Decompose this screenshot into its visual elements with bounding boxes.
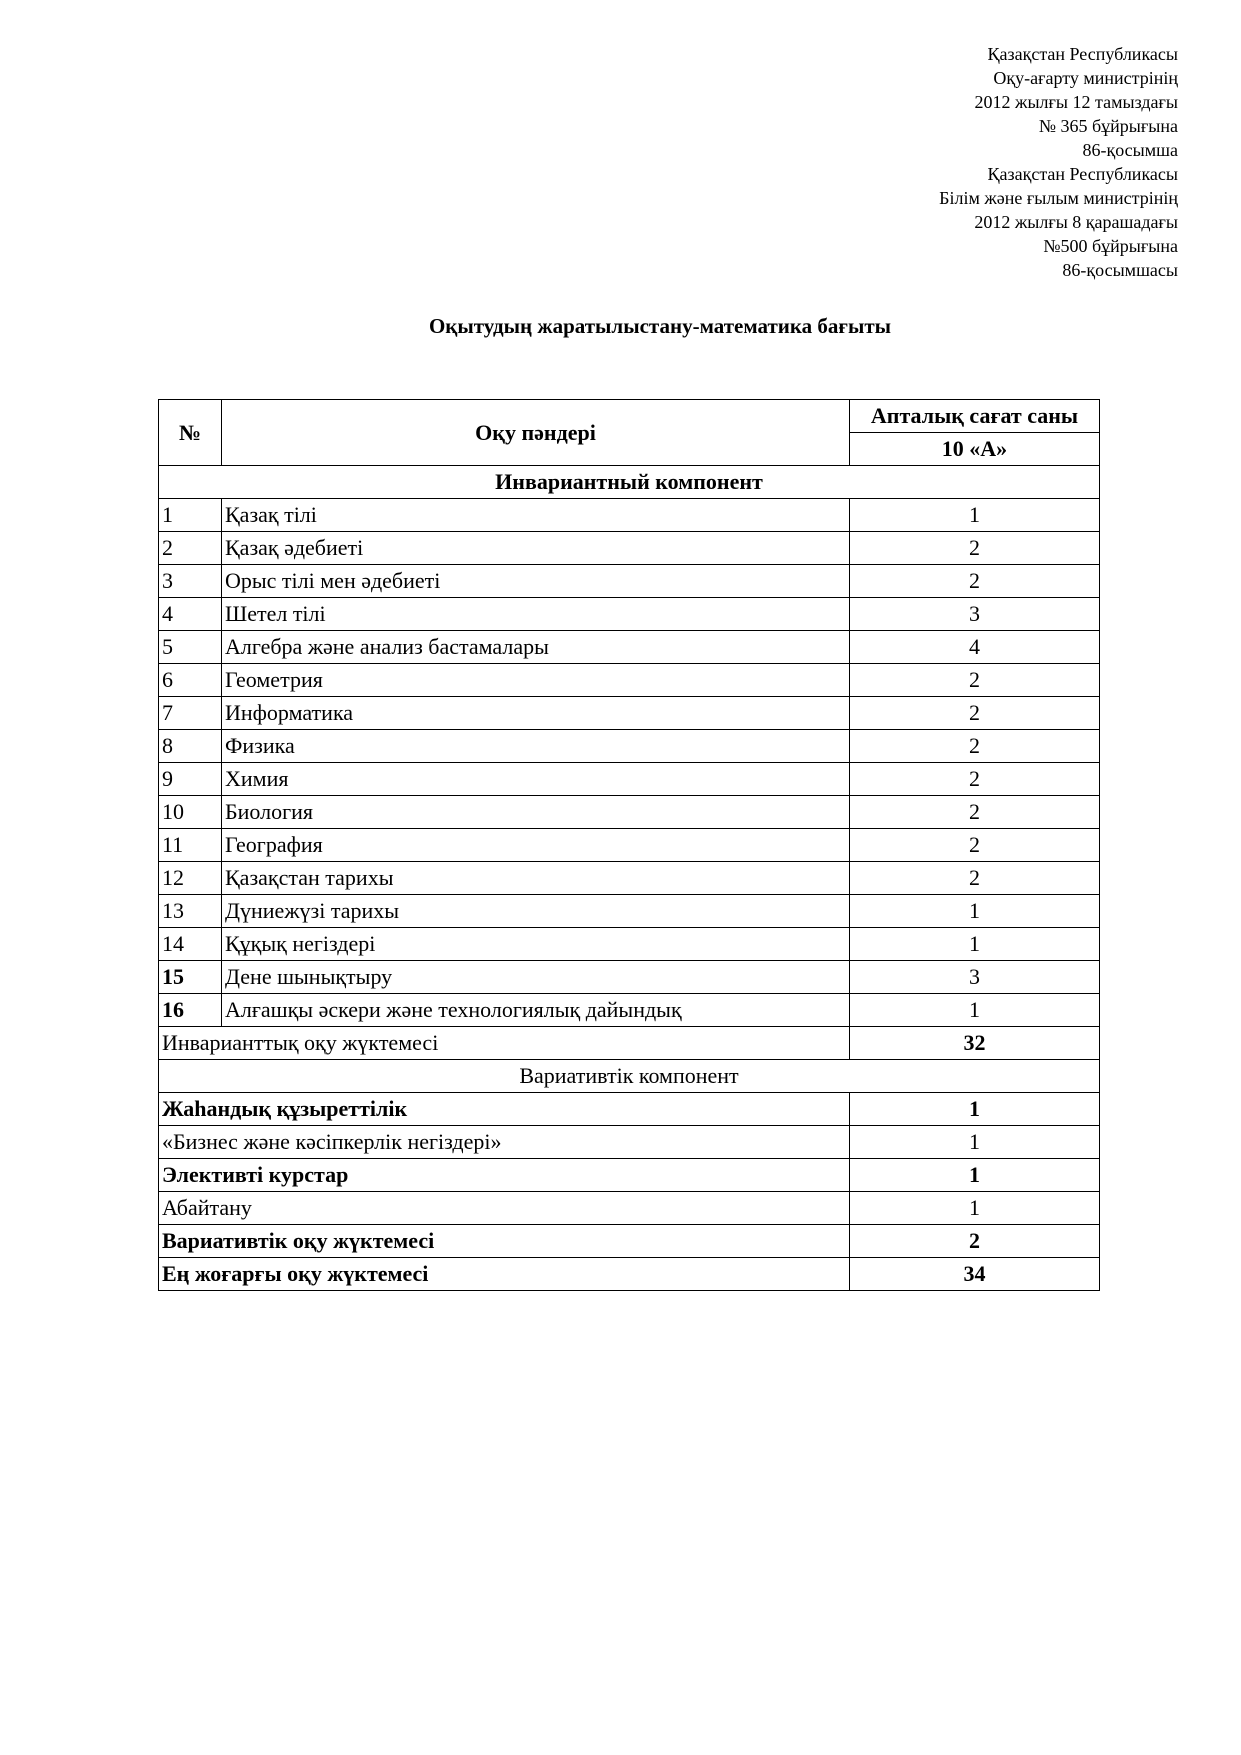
variative-load-label: Вариативтік оқу жүктемесі xyxy=(159,1225,850,1258)
subject-name: Орыс тілі мен әдебиеті xyxy=(222,565,850,598)
subject-hours: 3 xyxy=(850,598,1100,631)
subject-number: 15 xyxy=(159,961,222,994)
subject-hours: 2 xyxy=(850,862,1100,895)
column-header-subjects: Оқу пәндері xyxy=(222,400,850,466)
variative-name: Элективті курстар xyxy=(159,1159,850,1192)
variative-hours: 1 xyxy=(850,1159,1100,1192)
max-load-value: 34 xyxy=(850,1258,1100,1291)
subject-number: 8 xyxy=(159,730,222,763)
subject-number: 14 xyxy=(159,928,222,961)
column-header-number: № xyxy=(159,400,222,466)
subject-number: 6 xyxy=(159,664,222,697)
subject-name: Қазақстан тарихы xyxy=(222,862,850,895)
subject-name: Алғашқы әскери және технологиялық дайындық xyxy=(222,994,850,1027)
subject-number: 9 xyxy=(159,763,222,796)
subject-hours: 2 xyxy=(850,664,1100,697)
variative-heading: Вариативтік компонент xyxy=(159,1060,1100,1093)
subject-hours: 4 xyxy=(850,631,1100,664)
header-note-line: 2012 жылғы 12 тамыздағы xyxy=(974,92,1178,112)
section-row xyxy=(159,1060,1100,1093)
subject-number: 7 xyxy=(159,697,222,730)
section-row xyxy=(159,466,1100,499)
subject-hours: 2 xyxy=(850,829,1100,862)
subject-hours: 3 xyxy=(850,961,1100,994)
table-header-row xyxy=(159,400,1100,433)
table-row xyxy=(159,730,1100,763)
total-row xyxy=(159,1225,1100,1258)
subject-number: 13 xyxy=(159,895,222,928)
subject-hours: 1 xyxy=(850,928,1100,961)
subject-hours: 2 xyxy=(850,565,1100,598)
table-row xyxy=(159,961,1100,994)
subject-number: 5 xyxy=(159,631,222,664)
table-row xyxy=(159,1126,1100,1159)
subject-number: 10 xyxy=(159,796,222,829)
variative-hours: 1 xyxy=(850,1093,1100,1126)
header-note xyxy=(939,42,1178,282)
table-row xyxy=(159,499,1100,532)
table-row xyxy=(159,664,1100,697)
subject-hours: 1 xyxy=(850,895,1100,928)
header-note-line: 2012 жылғы 8 қарашадағы xyxy=(974,212,1178,232)
invariant-load-value: 32 xyxy=(850,1027,1100,1060)
table-row xyxy=(159,565,1100,598)
curriculum-table xyxy=(158,399,1100,1291)
subject-name: Информатика xyxy=(222,697,850,730)
variative-hours: 1 xyxy=(850,1126,1100,1159)
subject-name: Дене шынықтыру xyxy=(222,961,850,994)
table-row xyxy=(159,796,1100,829)
subject-number: 2 xyxy=(159,532,222,565)
subject-number: 12 xyxy=(159,862,222,895)
invariant-load-label: Инварианттық оқу жүктемесі xyxy=(159,1027,850,1060)
header-note-line: 86-қосымша xyxy=(1082,140,1178,160)
table-row xyxy=(159,1159,1100,1192)
table-row xyxy=(159,598,1100,631)
variative-load-value: 2 xyxy=(850,1225,1100,1258)
variative-hours: 1 xyxy=(850,1192,1100,1225)
column-header-hours: Апталық сағат саны xyxy=(850,400,1100,433)
subject-number: 1 xyxy=(159,499,222,532)
total-row xyxy=(159,1027,1100,1060)
table-row xyxy=(159,532,1100,565)
header-note-line: Білім және ғылым министрінің xyxy=(939,188,1178,208)
table-row xyxy=(159,862,1100,895)
subject-name: Геометрия xyxy=(222,664,850,697)
subject-hours: 2 xyxy=(850,532,1100,565)
document-title: Оқытудың жаратылыстану-математика бағыты xyxy=(428,314,892,338)
table-row xyxy=(159,895,1100,928)
table-row xyxy=(159,928,1100,961)
header-note-line: №500 бұйрығына xyxy=(1043,236,1178,256)
subject-number: 16 xyxy=(159,994,222,1027)
subject-hours: 2 xyxy=(850,796,1100,829)
subject-name: Алгебра және анализ бастамалары xyxy=(222,631,850,664)
subject-number: 11 xyxy=(159,829,222,862)
subject-name: Құқық негіздері xyxy=(222,928,850,961)
table-row xyxy=(159,631,1100,664)
header-note-line: Оқу-ағарту министрінің xyxy=(993,68,1178,88)
subject-hours: 2 xyxy=(850,763,1100,796)
variative-name: «Бизнес және кәсіпкерлік негіздері» xyxy=(159,1126,850,1159)
table-row xyxy=(159,994,1100,1027)
header-note-line: Қазақстан Республикасы xyxy=(987,44,1178,64)
header-note-line: Қазақстан Республикасы xyxy=(987,164,1178,184)
table-row xyxy=(159,763,1100,796)
subject-rows xyxy=(159,499,1100,1027)
subject-name: Физика xyxy=(222,730,850,763)
subject-name: Шетел тілі xyxy=(222,598,850,631)
column-header-class: 10 «А» xyxy=(850,433,1100,466)
table-row xyxy=(159,1093,1100,1126)
invariant-heading: Инвариантный компонент xyxy=(159,466,1100,499)
total-row xyxy=(159,1258,1100,1291)
subject-hours: 1 xyxy=(850,499,1100,532)
subject-name: Қазақ әдебиеті xyxy=(222,532,850,565)
variative-name: Абайтану xyxy=(159,1192,850,1225)
max-load-label: Ең жоғарғы оқу жүктемесі xyxy=(159,1258,850,1291)
subject-number: 4 xyxy=(159,598,222,631)
header-note-line: № 365 бұйрығына xyxy=(1038,116,1178,136)
variative-name: Жаһандық құзыреттілік xyxy=(159,1093,850,1126)
subject-name: География xyxy=(222,829,850,862)
subject-name: Қазақ тілі xyxy=(222,499,850,532)
table-row xyxy=(159,829,1100,862)
subject-name: Биология xyxy=(222,796,850,829)
subject-name: Дүниежүзі тарихы xyxy=(222,895,850,928)
header-note-line: 86-қосымшасы xyxy=(1062,260,1178,280)
table-row xyxy=(159,1192,1100,1225)
subject-number: 3 xyxy=(159,565,222,598)
subject-hours: 1 xyxy=(850,994,1100,1027)
table-row xyxy=(159,697,1100,730)
subject-hours: 2 xyxy=(850,697,1100,730)
subject-name: Химия xyxy=(222,763,850,796)
subject-hours: 2 xyxy=(850,730,1100,763)
